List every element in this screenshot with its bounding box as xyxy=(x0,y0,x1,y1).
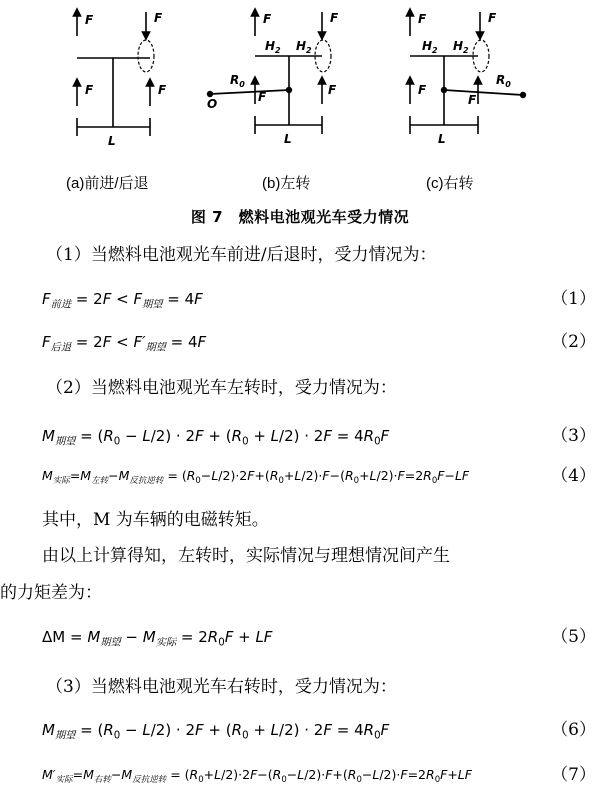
label-h2: $H_2$ xyxy=(265,39,281,55)
paragraph-conclusion: 由以上计算得知，左转时，实际情况与理想情况间产生 xyxy=(42,546,450,566)
label-force: F xyxy=(85,13,94,27)
label-force: F xyxy=(418,12,427,26)
label-force: F xyxy=(328,83,337,97)
paragraph-conclusion-cont: 的力矩差为： xyxy=(0,583,102,603)
subcaption-c: (c)右转 xyxy=(426,175,474,192)
label-h2: $H_2$ xyxy=(453,39,469,55)
figure-7 xyxy=(0,0,600,230)
label-force: F xyxy=(263,12,272,26)
subcaption-a: (a)前进/后退 xyxy=(66,175,149,192)
figure-caption: 图 7 燃料电池观光车受力情况 xyxy=(190,208,410,226)
equation-4 xyxy=(0,463,600,489)
diagram-c xyxy=(410,12,523,134)
label-length: L xyxy=(438,132,446,146)
equation-body: $M_{实际}=M_{左转}-M_{反抗逆转} = (R_0-L/2)\cdot 2F+(R_0+L/2)\cdot F-(R_0+L/2)\cdot F=2R_0F-LF$ xyxy=(42,468,470,486)
label-length: L xyxy=(108,134,116,148)
origin-point xyxy=(520,92,526,98)
equation-7 xyxy=(0,762,600,788)
diagram-a xyxy=(77,12,154,136)
equation-body: $M'_{实际}=M_{右转}-M_{反抗逆转} = (R_0+L/2)\cdot 2F-(R_0-L/2)\cdot F+(R_0-L/2)\cdot F=2R_0F+LF$ xyxy=(42,767,472,785)
equation-number: （6） xyxy=(551,720,596,740)
equation-3 xyxy=(0,423,600,449)
label-force: F xyxy=(158,83,167,97)
label-length: L xyxy=(284,132,292,146)
label-force: F xyxy=(330,11,339,25)
equation-1 xyxy=(0,286,600,312)
paragraph-note: 其中，M 为车辆的电磁转矩。 xyxy=(42,510,269,530)
equation-body: $M_{期望} = (R_0 - L/2) \cdot 2F + (R_0 + L/2) \cdot 2F = 4R_0F$ xyxy=(42,721,390,742)
label-r0: $R_0$ xyxy=(230,73,245,89)
equation-body: $M_{期望} = (R_0 - L/2) \cdot 2F + (R_0 + L/2) \cdot 2F = 4R_0F$ xyxy=(42,427,390,448)
equation-number: （3） xyxy=(551,426,596,446)
label-h2: $H_2$ xyxy=(422,39,438,55)
center-point xyxy=(441,87,447,93)
label-h2: $H_2$ xyxy=(296,39,312,55)
center-point xyxy=(286,87,292,93)
equation-number: （5） xyxy=(551,627,596,647)
label-r0: $R_0$ xyxy=(496,73,511,89)
equation-6 xyxy=(0,717,600,743)
paragraph-right-turn: （3）当燃料电池观光车右转时，受力情况为： xyxy=(46,677,397,697)
diagram-b xyxy=(210,12,331,134)
equation-number: （2） xyxy=(551,332,596,352)
equation-body: $F_{后退} = 2F < F'_{期望} = 4F$ xyxy=(42,333,207,354)
equation-5 xyxy=(0,624,600,650)
subcaption-b: (b)左转 xyxy=(262,175,311,192)
paragraph-left-turn: （2）当燃料电池观光车左转时，受力情况为： xyxy=(46,378,397,398)
equation-body: $\Delta M = M_{期望} - M_{实际} = 2R_0F$ + LF xyxy=(42,628,273,649)
force-diagrams xyxy=(0,0,600,200)
equation-body: $F_{前进} = 2F < F_{期望} = 4F$ xyxy=(42,290,203,311)
label-force: F xyxy=(488,11,497,25)
equation-number: （4） xyxy=(551,466,596,486)
equation-2 xyxy=(0,329,600,355)
label-force: F xyxy=(154,11,163,25)
paragraph-forward: （1）当燃料电池观光车前进/后退时，受力情况为： xyxy=(46,245,437,265)
equation-number: （7） xyxy=(551,765,596,785)
label-origin: O xyxy=(207,97,218,111)
label-force: F xyxy=(418,83,427,97)
label-force: F xyxy=(468,93,477,107)
label-force: F xyxy=(85,83,94,97)
equation-number: （1） xyxy=(551,289,596,309)
label-force: F xyxy=(258,90,267,104)
